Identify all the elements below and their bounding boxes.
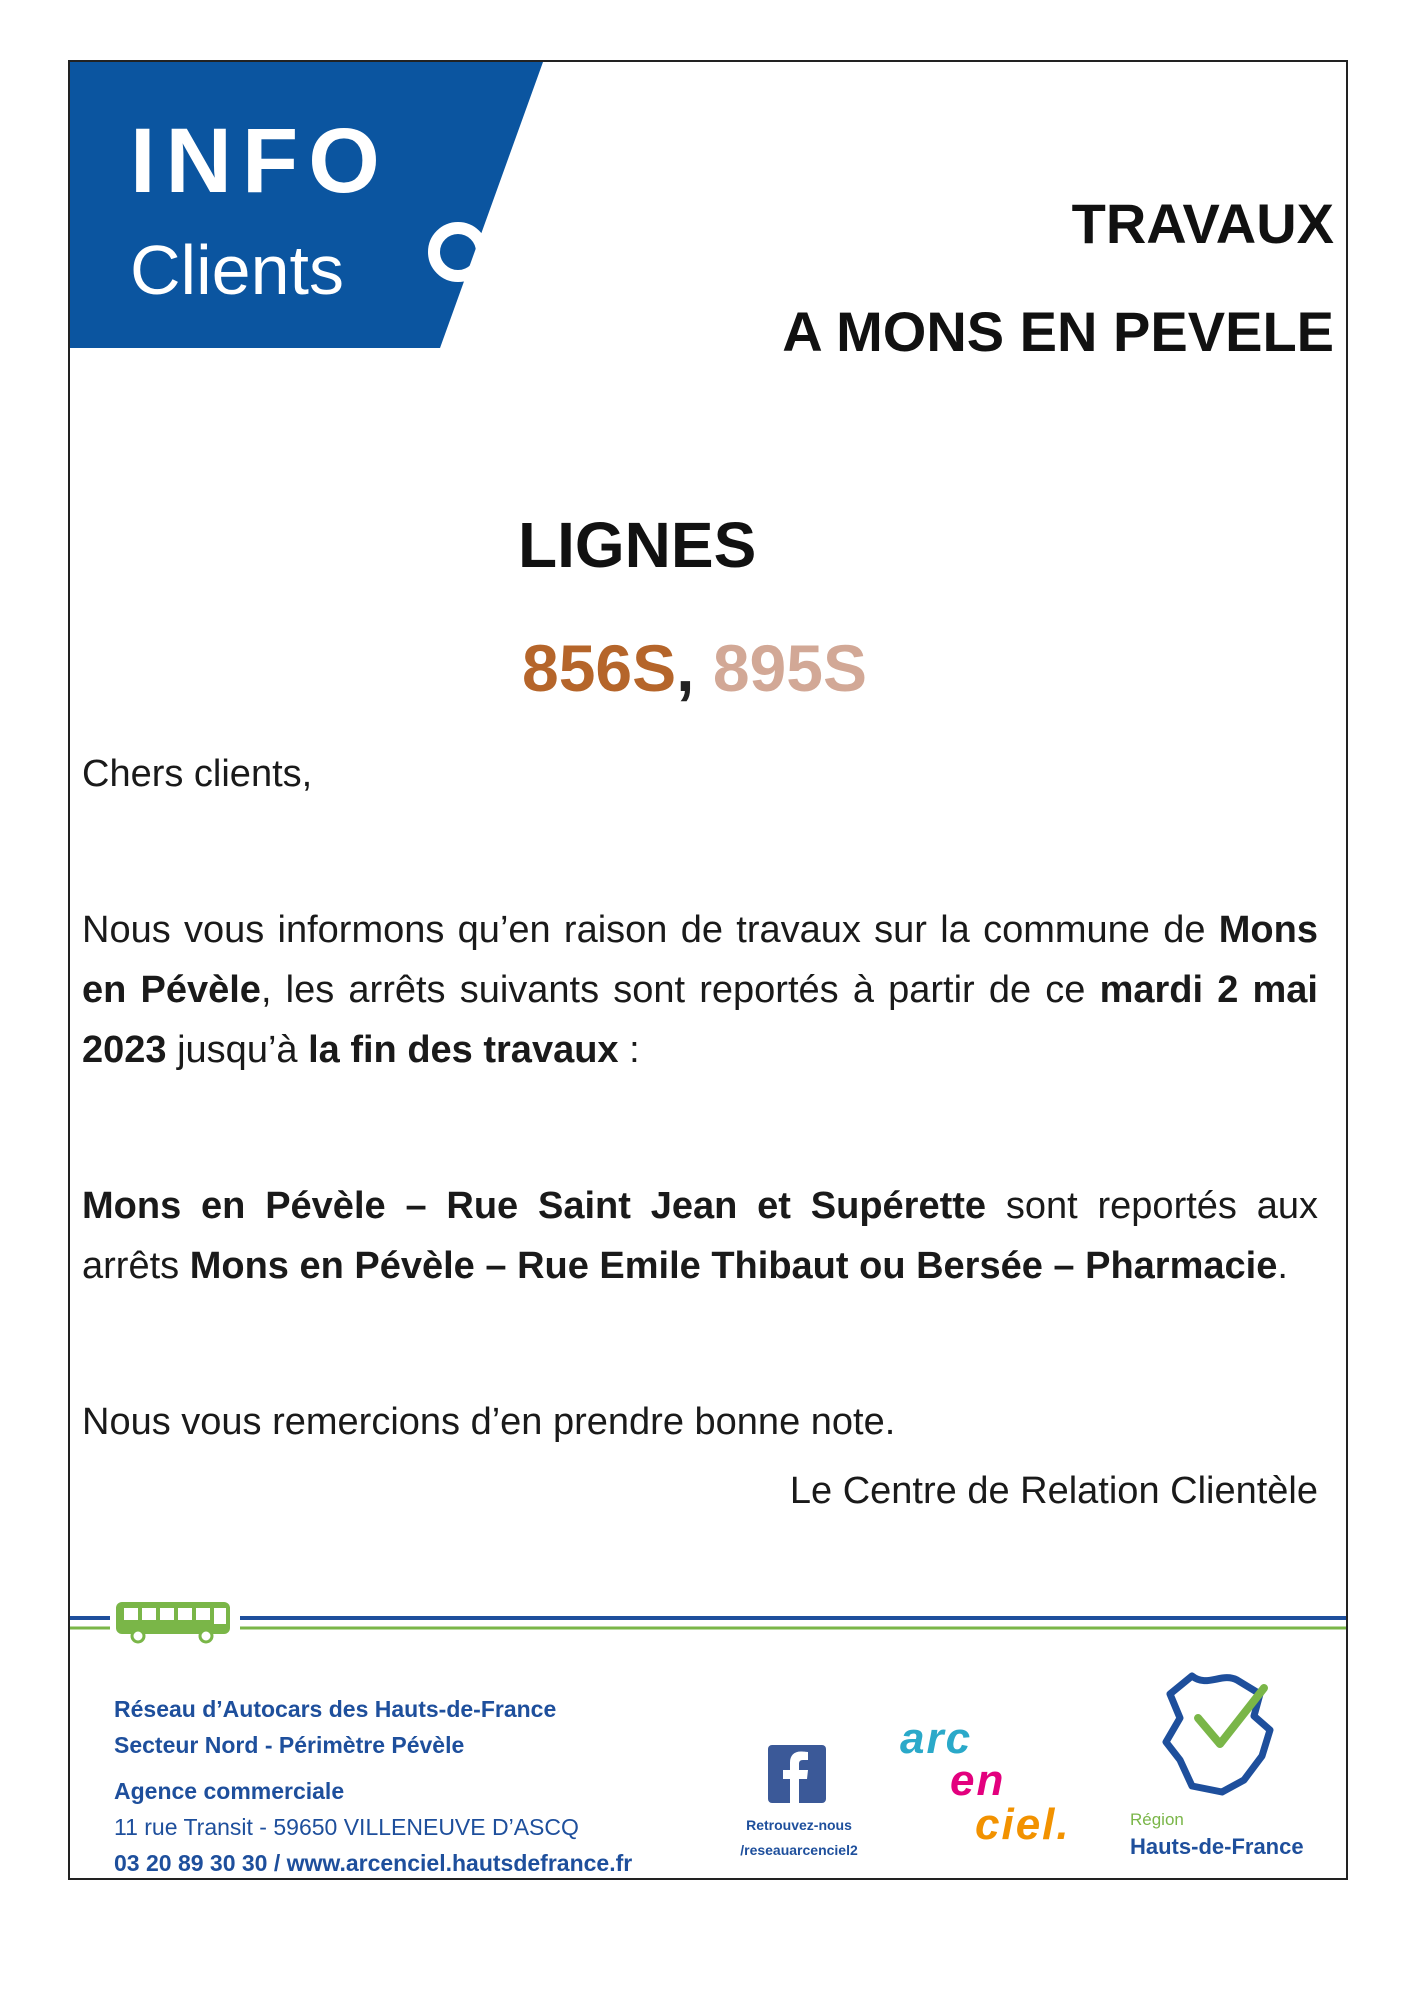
p2-text-b: sont reportés aux arrêts [82, 1185, 1318, 1287]
footer-network: Réseau d’Autocars des Hauts-de-France [114, 1696, 557, 1722]
banner-info-text: INFO [130, 110, 390, 212]
p2-stops-old: Mons en Pévèle – Rue Saint Jean et Supérette [82, 1185, 987, 1227]
header-title [782, 170, 1334, 386]
p1-text-a: Nous vous informons qu’en raison de travaux sur la commune de [82, 909, 1219, 951]
footer-agency-label: Agence commerciale [114, 1778, 345, 1804]
greeting: Chers clients, [82, 753, 313, 795]
facebook-icon[interactable] [768, 1745, 826, 1803]
paragraph-thanks: Nous vous remercions d’en prendre bonne note. [82, 1401, 896, 1443]
paragraph-stops [82, 1176, 1318, 1296]
footer-divider [70, 1612, 1346, 1632]
logo-ciel: ciel. [975, 1800, 1071, 1849]
facebook-caption: Retrouvez-nous [746, 1817, 852, 1833]
p1-commune: Mons en Pévèle [82, 909, 1318, 1011]
line-856s: 856S [522, 631, 677, 705]
p1-text-e: jusqu’à [166, 1029, 309, 1071]
p1-text-g: : [618, 1029, 640, 1071]
logo-en: en [950, 1756, 1006, 1805]
region-label: Région [1130, 1810, 1184, 1829]
info-clients-banner [70, 62, 550, 348]
line-numbers [522, 630, 867, 706]
header-line-travaux: TRAVAUX [1071, 192, 1334, 255]
logo-arc: arc [900, 1714, 973, 1763]
region-hdf-logo-icon [1152, 1664, 1292, 1804]
p1-text-c: , les arrêts suivants sont reportés à partir de ce [260, 969, 1100, 1011]
footer-contact[interactable]: 03 20 89 30 30 / www.arcenciel.hautsdefrance.fr [114, 1850, 633, 1876]
p1-end: la fin des travaux [308, 1029, 619, 1071]
line-895s: 895S [712, 631, 867, 705]
p2-stops-new: Mons en Pévèle – Rue Emile Thibaut ou Bersée – Pharmacie [189, 1245, 1278, 1287]
bus-icon [114, 1598, 236, 1646]
line-separator: , [676, 631, 695, 705]
footer-sector: Secteur Nord - Périmètre Pévèle [114, 1732, 465, 1758]
paragraph-info [82, 900, 1318, 1080]
region-name: Hauts-de-France [1130, 1834, 1304, 1859]
p1-date: mardi 2 mai 2023 [82, 969, 1318, 1071]
signature: Le Centre de Relation Clientèle [789, 1470, 1318, 1512]
footer-address: 11 rue Transit - 59650 VILLENEUVE D’ASCQ [114, 1814, 579, 1840]
banner-clients-text: Clients [130, 231, 344, 309]
facebook-handle[interactable]: /reseauarcenciel2 [740, 1842, 858, 1858]
lines-title: LIGNES [518, 509, 757, 581]
p2-text-d: . [1277, 1245, 1288, 1287]
header-line-location: A MONS EN PEVELE [782, 300, 1334, 363]
